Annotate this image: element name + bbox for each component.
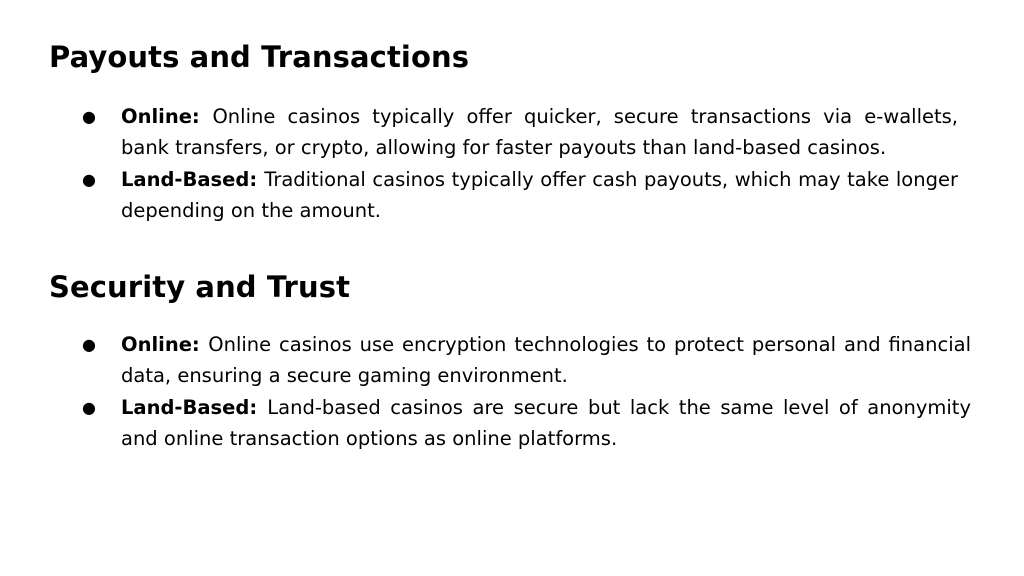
- bullet-icon: ●: [82, 169, 96, 189]
- item-term: Online:: [121, 333, 209, 356]
- list-item: [79, 164, 958, 227]
- bullet-list-security: [79, 329, 971, 454]
- bullet-list-payouts: [79, 101, 958, 226]
- section-heading-security: Security and Trust: [49, 270, 351, 304]
- item-term: Land-Based:: [121, 167, 265, 191]
- list-item: [79, 329, 971, 392]
- list-item: [79, 101, 958, 164]
- bullet-icon: ●: [82, 397, 96, 417]
- section-heading-payouts: Payouts and Transactions: [49, 40, 470, 74]
- bullet-icon: ●: [82, 107, 96, 126]
- item-text: Online casinos use encryption technologies to protect personal and financial data, ensuring a secure gaming environment.: [121, 333, 971, 388]
- item-text: Land-based casinos are secure but lack the same level of anonymity and online transaction options as online platforms.: [121, 395, 971, 450]
- item-term: Online:: [121, 105, 213, 128]
- list-item: [79, 392, 971, 455]
- item-text: Traditional casinos typically offer cash payouts, which may take longer depending on the amount.: [121, 167, 958, 222]
- bullet-icon: ●: [82, 335, 96, 354]
- item-term: Land-Based:: [121, 395, 268, 419]
- item-text: Online casinos typically offer quicker, secure transactions via e-wallets, bank transfers, or crypto, allowing for faster payouts than land-based casinos.: [121, 105, 958, 160]
